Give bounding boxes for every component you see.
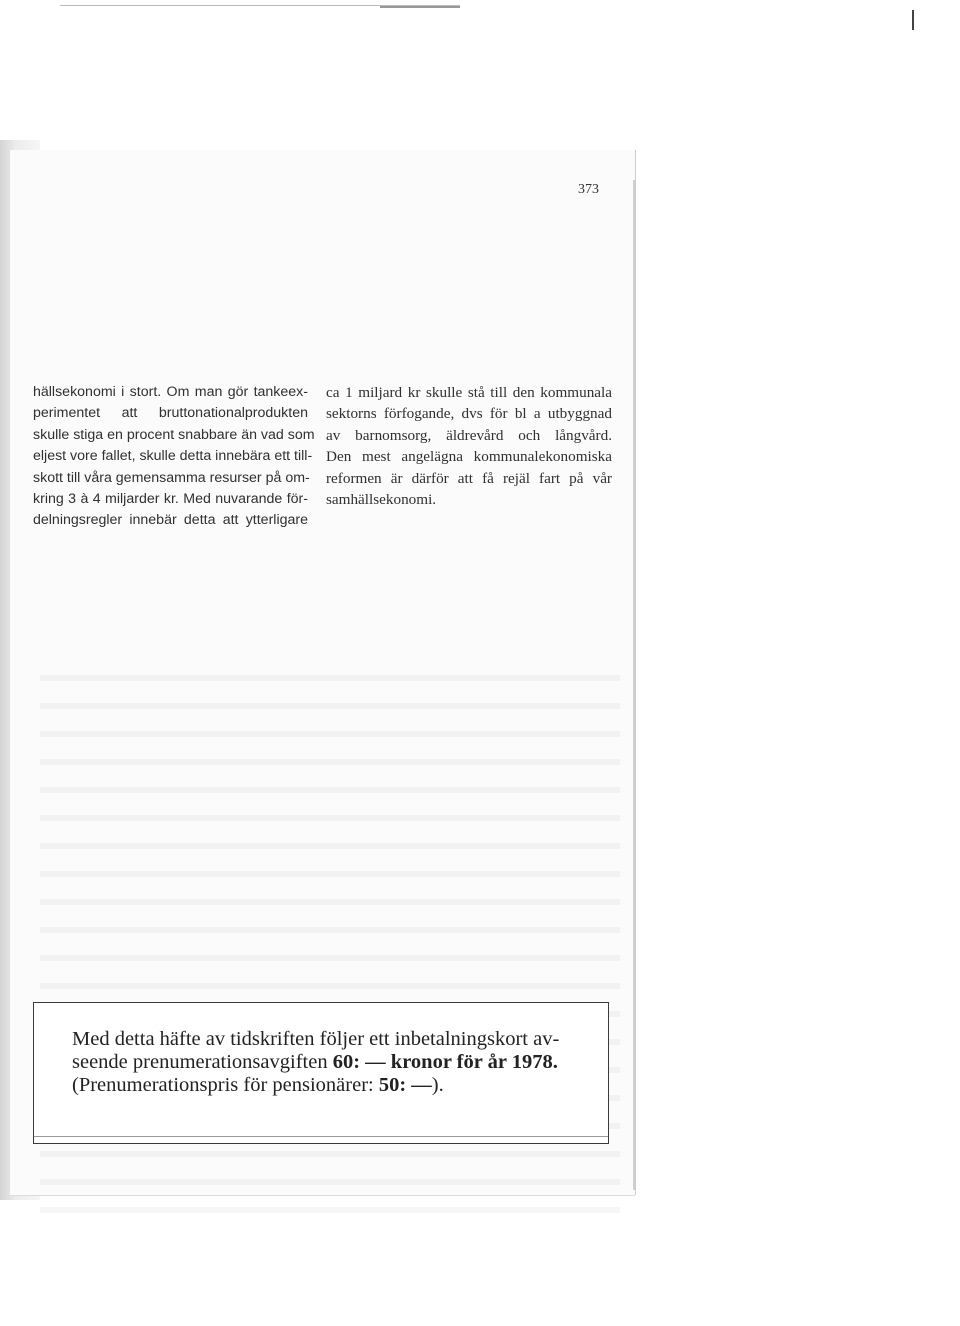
text-line: kring 3 à 4 miljarder kr. Med nuvarande för-	[33, 491, 308, 508]
notice-line-text: seende prenumerationsavgiften	[72, 1051, 333, 1073]
notice-line: Med detta häfte av tidskriften följer ett inbetalningskort av-	[72, 1028, 560, 1050]
text-line: perimentet att bruttonationalprodukten	[33, 405, 308, 422]
pensioner-price: 50: —	[378, 1074, 432, 1096]
box-inner-rule	[34, 1136, 608, 1137]
text-line: delningsregler innebär detta att ytterligare	[33, 512, 308, 529]
text-line: Den mest angelägna kommunalekonomiska	[326, 448, 612, 466]
page-number: 373	[578, 182, 599, 197]
subscription-notice-box	[33, 1002, 609, 1144]
text-line: hällsekonomi i stort. Om man gör tankeex-	[33, 384, 308, 400]
notice-line	[72, 1074, 592, 1097]
text-line: eljest vore fallet, skulle detta innebära ett till-	[33, 448, 313, 465]
bleed-through-text	[40, 675, 620, 1235]
subscription-price: 60: — kronor för år 1978.	[332, 1051, 558, 1073]
text-line: skott till våra gemensamma resurser på om-	[33, 469, 310, 486]
left-text-column	[33, 382, 315, 532]
notice-line-text: (Prenumerationspris för pensionärer:	[72, 1074, 379, 1096]
text-line: ca 1 miljard kr skulle stå till den kommunala	[326, 384, 612, 401]
text-line: sektorns förfogande, dvs för bl a utbyggnad	[326, 405, 612, 423]
scan-corner-mark	[912, 10, 914, 30]
text-line: reformen är därför att få rejäl fart på vår	[326, 469, 612, 487]
scan-edge-mark	[380, 6, 460, 8]
page-edge	[633, 180, 635, 1190]
notice-line-text: ).	[431, 1074, 444, 1096]
text-line: av barnomsorg, äldrevård och långvård.	[326, 426, 612, 444]
text-line: samhällsekonomi.	[326, 491, 437, 509]
right-text-column	[326, 382, 612, 510]
notice-line	[72, 1051, 592, 1074]
subscription-notice-text	[72, 1028, 592, 1097]
text-line: skulle stiga en procent snabbare än vad som	[33, 426, 315, 443]
